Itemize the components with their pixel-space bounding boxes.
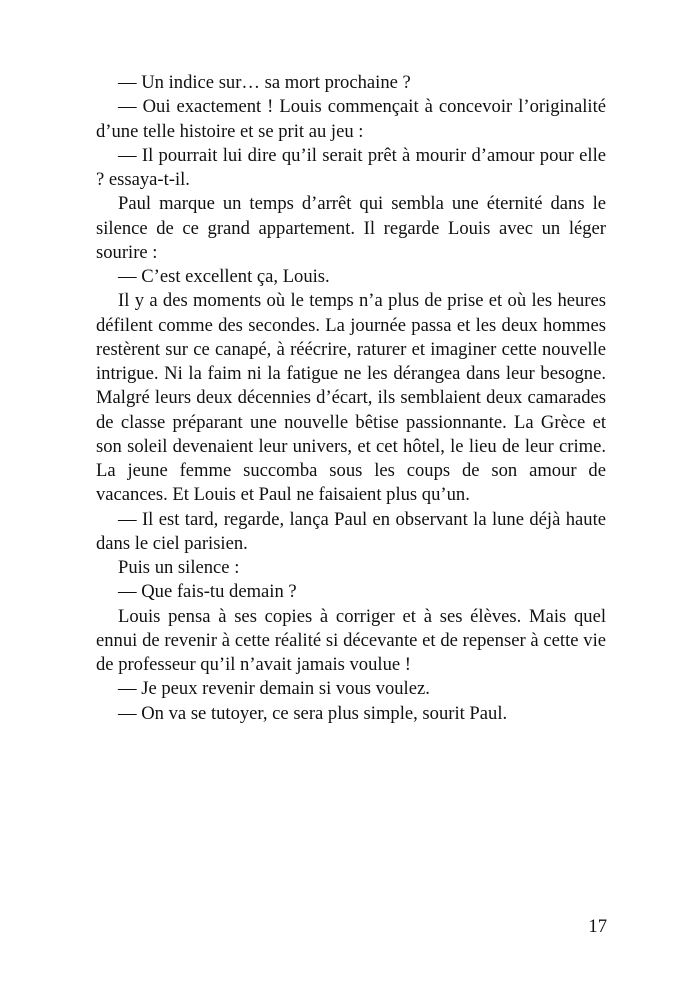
paragraph: — On va se tutoyer, ce sera plus simple, sourit Paul. bbox=[118, 702, 508, 724]
paragraph: — Il pourrait lui dire qu’il serait prêt à mourir d’amour pour elle ? essaya-t-il. bbox=[96, 144, 606, 190]
paragraph: — C’est excellent ça, Louis. bbox=[118, 266, 330, 287]
paragraph: — Un indice sur… sa mort prochaine ? bbox=[118, 72, 411, 93]
paragraph: Il y a des moments où le temps n’a plus de prise et où les heures défilent comme des secondes. La journée passa et les deux hommes restèrent sur ce canapé, à réécrire, raturer et imaginer cette nouvelle intrigue. Ni la faim ni la fatigue ne les dérangea dans leur besogne. Malgré leurs deux décennies d’écart, ils semblaient deux camarades de classe préparant une nouvelle bêtise passionnante. La Grèce et son soleil devenaient leur univers, et cet hôtel, le lieu de leur crime. La jeune femme succomba sous les coups de son amour de vacances. Et Louis et Paul ne faisaient plus qu’un. bbox=[96, 290, 606, 506]
paragraph: — Il est tard, regarde, lança Paul en observant la lune déjà haute dans le ciel parisien. bbox=[96, 508, 606, 554]
paragraph: — Oui exactement ! Louis commençait à concevoir l’originalité d’une telle histoire et se prit au jeu : bbox=[96, 96, 606, 142]
paragraph: — Je peux revenir demain si vous voulez. bbox=[118, 678, 430, 700]
paragraph: — Que fais-tu demain ? bbox=[118, 581, 297, 603]
page-number: 17 bbox=[588, 916, 607, 937]
paragraph: Louis pensa à ses copies à corriger et à ses élèves. Mais quel ennui de revenir à cette réalité si décevante et de repenser à cette vie de professeur qu’il n’avait jamais voulue ! bbox=[96, 605, 606, 675]
paragraph: Paul marque un temps d’arrêt qui sembla une éternité dans le silence de ce grand appartement. Il regarde Louis avec un léger sourire : bbox=[96, 193, 606, 263]
paragraph: Puis un silence : bbox=[118, 557, 240, 578]
body-text bbox=[96, 71, 606, 726]
